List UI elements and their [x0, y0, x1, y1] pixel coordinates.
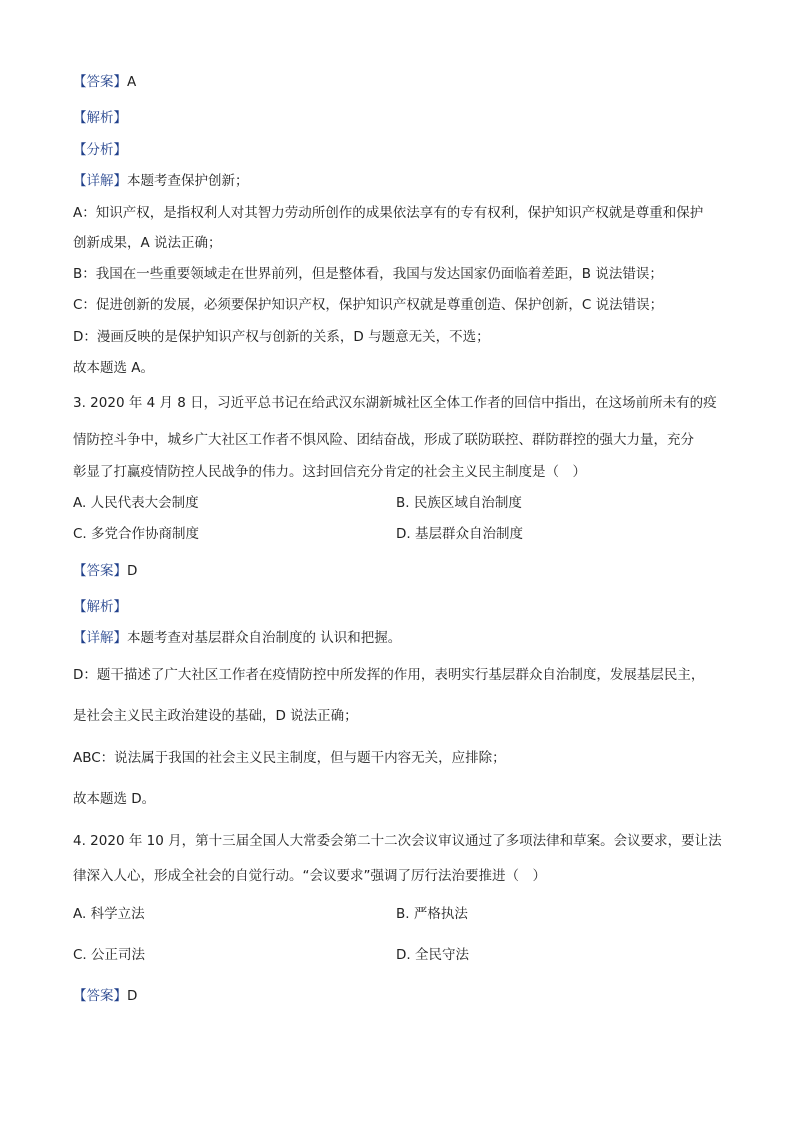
- q3-stem: 情防控斗争中，城乡广大社区工作者不惧风险、团结奋战，形成了联防联控、群防群控的强大力量，充分: [73, 432, 694, 448]
- q4-option-b: B. 严格执法: [396, 906, 468, 922]
- q3-detail: [73, 629, 401, 647]
- q2-line: 故本题选 A。: [73, 360, 155, 376]
- q2-line: 创新成果，A 说法正确；: [73, 235, 222, 251]
- detail-text: 本题考查保护创新；: [127, 173, 249, 189]
- detail-tag: 【详解】: [73, 173, 127, 189]
- q3-analysis-tag: 【解析】: [73, 599, 127, 615]
- q2-analysis-tag: 【解析】: [73, 110, 127, 126]
- q4-option-d: D. 全民守法: [396, 947, 469, 963]
- detail-text: 本题考查对基层群众自治制度的 认识和把握。: [127, 630, 402, 646]
- q4-option-a: A. 科学立法: [73, 906, 145, 922]
- q3-line: D：题干描述了广大社区工作者在疫情防控中所发挥的作用，表明实行基层群众自治制度，发展基层民主，: [73, 667, 705, 683]
- answer-tag: 【答案】: [73, 988, 127, 1004]
- answer-tag: 【答案】: [73, 563, 127, 579]
- detail-tag: 【详解】: [73, 630, 127, 646]
- q4-option-c: C. 公正司法: [73, 947, 146, 963]
- answer-value: A: [127, 74, 137, 90]
- q3-stem: 彰显了打赢疫情防控人民战争的伟力。这封回信充分肯定的社会主义民主制度是（ ）: [73, 464, 586, 480]
- q3-line: ABC：说法属于我国的社会主义民主制度，但与题干内容无关，应排除；: [73, 750, 506, 766]
- q2-line: A：知识产权，是指权利人对其智力劳动所创作的成果依法享有的专有权利，保护知识产权就是尊重和保护: [73, 205, 704, 221]
- q3-stem: 3. 2020 年 4 月 8 日，习近平总书记在给武汉东湖新城社区全体工作者的回信中指出，在这场前所未有的疫: [73, 395, 717, 411]
- q4-answer: [73, 987, 137, 1005]
- answer-value: D: [127, 988, 138, 1004]
- q2-fenxi-tag: 【分析】: [73, 142, 127, 158]
- answer-tag: 【答案】: [73, 74, 127, 90]
- answer-value: D: [127, 563, 138, 579]
- q2-line: C：促进创新的发展，必须要保护知识产权，保护知识产权就是尊重创造、保护创新，C 说法错误；: [73, 297, 664, 313]
- q3-option-c: C. 多党合作协商制度: [73, 526, 200, 542]
- q3-line: 故本题选 D。: [73, 791, 156, 807]
- q3-answer: [73, 562, 137, 580]
- q3-option-a: A. 人民代表大会制度: [73, 495, 199, 511]
- q2-line: D：漫画反映的是保护知识产权与创新的关系，D 与题意无关，不选；: [73, 329, 490, 345]
- q3-option-d: D. 基层群众自治制度: [396, 526, 523, 542]
- q3-line: 是社会主义民主政治建设的基础，D 说法正确；: [73, 708, 358, 724]
- q2-answer: [73, 73, 136, 91]
- q3-option-b: B. 民族区域自治制度: [396, 495, 522, 511]
- q4-stem: 律深入人心，形成全社会的自觉行动。“会议要求”强调了厉行法治要推进（ ）: [73, 868, 546, 884]
- q2-line: B：我国在一些重要领域走在世界前列，但是整体看，我国与发达国家仍面临着差距，B 说法错误；: [73, 266, 663, 282]
- q4-stem: 4. 2020 年 10 月，第十三届全国人大常委会第二十二次会议审议通过了多项法律和草案。会议要求，要让法: [73, 833, 722, 849]
- q2-detail: [73, 172, 249, 190]
